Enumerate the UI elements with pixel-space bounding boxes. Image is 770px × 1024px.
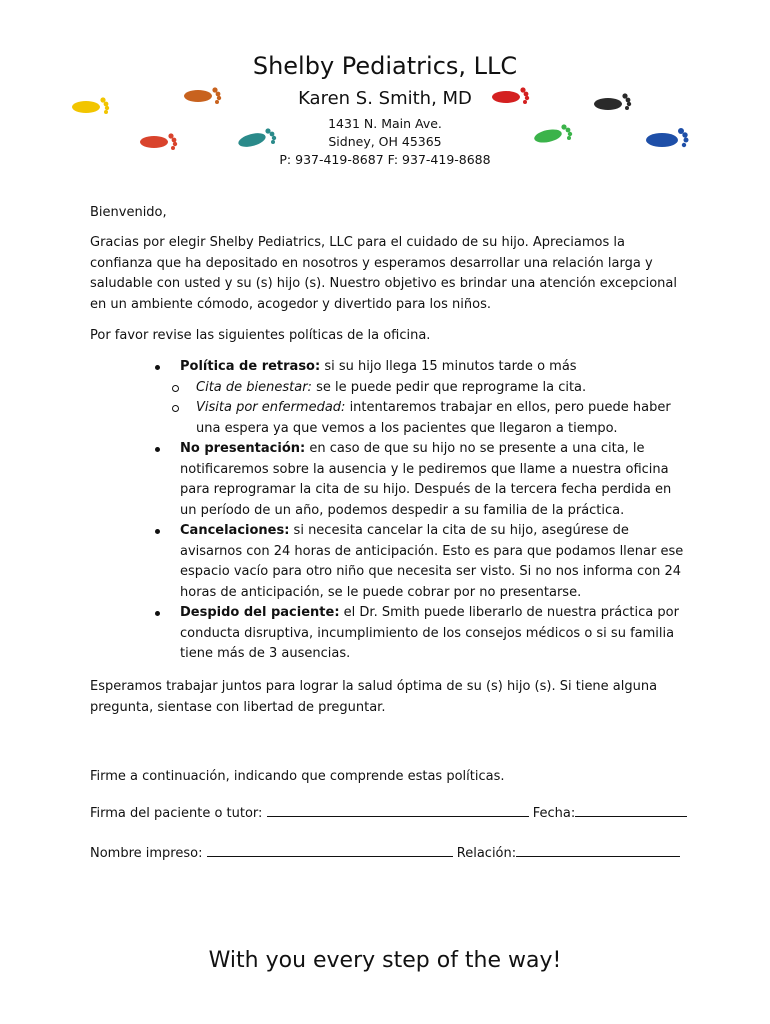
- bullet-icon: [155, 529, 160, 534]
- printed-name-field[interactable]: [207, 844, 453, 857]
- review-sentence: Por favor revise las siguientes políticas de la oficina.: [90, 328, 431, 343]
- policy-late-wellness: [120, 378, 690, 399]
- sub-bullet-icon: [172, 385, 179, 392]
- policy-late-sick: [120, 398, 690, 439]
- policy-cancellations-title: Cancelaciones:: [180, 523, 290, 538]
- date-field[interactable]: [575, 804, 687, 817]
- footprint-yellow-icon: [70, 96, 114, 116]
- doctor-name: Karen S. Smith, MD: [298, 88, 472, 109]
- footprint-orange-icon: [180, 86, 224, 106]
- tagline: With you every step of the way!: [208, 948, 562, 973]
- bullet-icon: [155, 611, 160, 616]
- policy-dismissal-text: el Dr. Smith puede liberarlo de nuestra práctica por conducta disruptiva, incumplimiento de los consejos médicos o si su familia tiene más de 3 ausencias.: [180, 605, 679, 661]
- wellness-text: se le puede pedir que reprograme la cita.: [311, 379, 587, 395]
- sick-text: intentaremos trabajar en ellos, pero puede haber una espera ya que vemos a los pacientes que llegaron a tiempo.: [196, 400, 671, 436]
- footprint-red-icon: [488, 86, 534, 108]
- bullet-icon: [155, 447, 160, 452]
- closing-paragraph: Esperamos trabajar juntos para lograr la salud óptima de su (s) hijo (s). Si tiene alguna pregunta, sientase con libertad de preguntar.: [90, 679, 658, 715]
- signature-row: [90, 804, 690, 825]
- wellness-title: Cita de bienestar:: [196, 379, 312, 395]
- printed-name-row: [90, 844, 690, 865]
- practice-name: Shelby Pediatrics, LLC: [252, 52, 518, 80]
- policy-cancellations: [150, 521, 690, 603]
- signature-field[interactable]: [267, 804, 529, 817]
- policy-late-title: Política de retraso:: [180, 359, 321, 374]
- policy-no-show: [150, 439, 690, 521]
- sick-title: Visita por enfermedad:: [196, 400, 346, 415]
- footprint-red-orange-icon: [136, 132, 180, 152]
- policy-dismissal: [150, 603, 690, 665]
- policy-no-show-text: en caso de que su hijo no se presente a una cita, le notificaremos sobre la ausencia y le pediremos que llame a nuestra oficina para reprogramar la cita de su hijo. Después de la tercera fecha perdida en un período de un año, podemos despedir a su familia de la práctica.: [180, 441, 672, 518]
- footprint-teal-icon: [234, 126, 280, 150]
- policy-cancellations-text: si necesita cancelar la cita de su hijo, asegúrese de avisarnos con 24 horas de anticipación. Esto es para que podamos llenar ese espacio vacío para otro niño que necesita ser visto. Si no nos informa con 24 horas de anticipación, se le puede cobrar por no presentarse.: [180, 523, 684, 600]
- footprint-green-icon: [530, 122, 576, 146]
- sub-bullet-icon: [172, 405, 179, 412]
- policy-no-show-title: No presentación:: [180, 441, 306, 456]
- relation-label: Relación:: [456, 846, 517, 861]
- policy-dismissal-title: Despido del paciente:: [180, 605, 340, 620]
- intro-paragraph: Gracias por elegir Shelby Pediatrics, LLC para el cuidado de su hijo. Apreciamos la confianza que ha depositado en nosotros y esperamos desarrollar una relación larga y saludable con usted y su (s) hijo (s). Nuestro objetivo es brindar una atención excepcional en un ambiente cómodo, acogedor y divertido para los niños.: [90, 235, 677, 312]
- sign-instruction: Firme a continuación, indicando que comprende estas políticas.: [90, 769, 505, 784]
- address-line-1: 1431 N. Main Ave.: [328, 116, 442, 131]
- policy-late: [150, 357, 690, 378]
- date-label: Fecha:: [532, 806, 576, 821]
- address-line-2: Sidney, OH 45365: [328, 134, 442, 149]
- phone-fax: P: 937-419-8687 F: 937-419-8688: [279, 152, 491, 167]
- policy-late-text: si su hijo llega 15 minutos tarde o más: [320, 359, 577, 374]
- greeting: Bienvenido,: [90, 205, 167, 220]
- footprint-black-icon: [590, 92, 636, 114]
- footprint-blue-icon: [642, 126, 692, 152]
- printed-name-label: Nombre impreso:: [90, 846, 203, 861]
- signature-label: Firma del paciente o tutor:: [90, 806, 263, 821]
- policy-list: [150, 357, 690, 665]
- bullet-icon: [155, 365, 160, 370]
- relation-field[interactable]: [516, 844, 680, 857]
